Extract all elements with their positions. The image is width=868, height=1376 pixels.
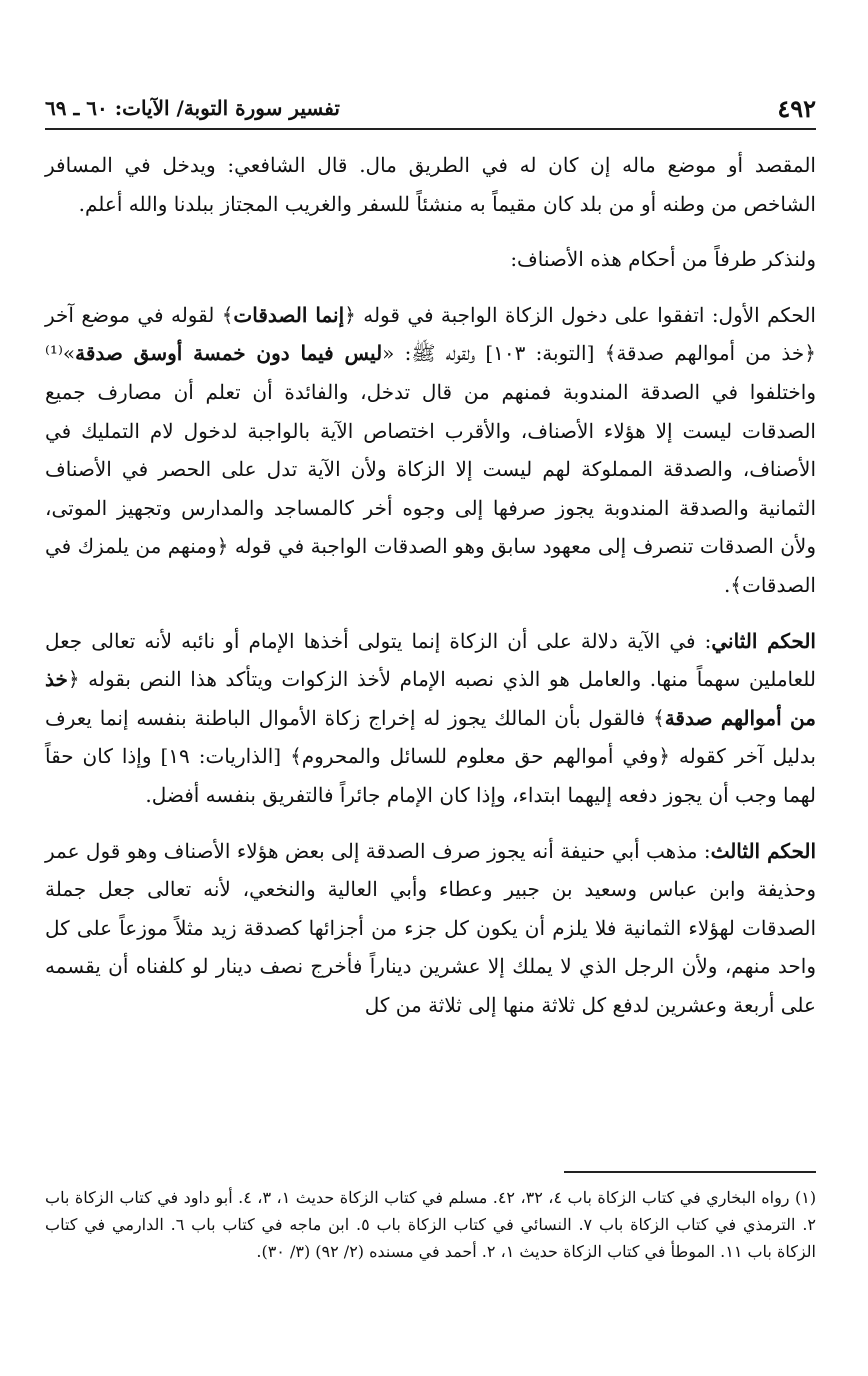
paragraph: المقصد أو موضع ماله إن كان له في الطريق مال. قال الشافعي: ويدخل في المسافر الشاخص من وطنه أو من بلد كان مقيماً به منشئاً للسفر والغريب المجتاز ببلدنا والله أعلم. (45, 153, 816, 216)
section-heading: الحكم الثاني (711, 628, 816, 653)
page-number: ٤٩٢ (777, 93, 816, 123)
running-title: تفسير سورة التوبة/ الآيات: ٦٠ ـ ٦٩ (45, 96, 340, 120)
text-run: : مذهب أبي حنيفة أنه يجوز صرف الصدقة إلى بعض هؤلاء الأصناف وهو قول عمر وحذيفة وابن عباس وسعيد بن جبير وعطاء وأبي العالية والنخعي، لأنه تعالى جعل جملة الصدقات لهؤلاء الثمانية فلا يلزم أن يكون كل جزء من أجزائها كصدقة زيد مثلاً موزعاً على كل واحد منهم، ولأن الرجل الذي لا يملك إلا عشرين ديناراً فأخرج نصف دينار لو كلفناه أن يقسمه على أربعة وعشرين لدفع كل ثلاثة منها إلى ثلاثة من كل (45, 838, 816, 1017)
text-run: ﴾ لقوله في موضع آخر ﴿خذ من أموالهم صدقة﴾ [التوبة: ١٠٣] ولقوله ﷺ: « (45, 302, 816, 366)
section-heading: الحكم الثالث (710, 838, 817, 863)
text-run: »⁽¹⁾ واختلفوا في الصدقة المندوبة فمنهم من قال تدخل، والفائدة أن تعلم أن مصارف جميع الصدقات ليست إلا هؤلاء الأصناف، والأقرب اختصاص الآية بالواجبة لدخول لام التمليك في الأصناف، والصدقة المملوكة لهم ليست إلا الزكاة ولأن الآية تدل على الحصر في الأصناف الثمانية والصدقة المندوبة يجوز صرفها إلى وجوه أخر كالمساجد والمدارس وتجهيز الموتى، ولأن الصدقات تنصرف إلى معهود سابق وهو الصدقات الواجبة في قوله ﴿ومنهم من يلمزك في الصدقات﴾. (45, 341, 816, 597)
paragraph (45, 296, 816, 605)
hadith-quote: ليس فيما دون خمسة أوسق صدقة (75, 341, 383, 366)
text-run: ﴾ فالقول بأن المالك يجوز له إخراج زكاة الأموال الباطنة بنفسه إنما يعرف بدليل آخر كقوله ﴿وفي أموالهم حق معلوم للسائل والمحروم﴾ [الذاريات: ١٩] وإذا كان حقاً لهما وجب أن يجوز دفعه إليهما ابتداء، وإذا كان الإمام جائراً فالتفريق بنفسه أفضل. (45, 705, 816, 807)
footnote-separator (564, 1171, 816, 1173)
quran-quote: إنما الصدقات (233, 302, 345, 327)
paragraph: ولنذكر طرفاً من أحكام هذه الأصناف: (510, 247, 816, 272)
quran-quote: خذ من أموالهم صدقة (45, 667, 816, 730)
text-run: : في الآية دلالة على أن الزكاة إنما يتولى أخذها الإمام أو نائبه لأنه تعالى جعل للعاملين سهماً منها. والعامل هو الذي نصبه الإمام لأخذ الزكوات ويتأكد هذا النص بقوله ﴿ (45, 628, 816, 692)
footnote: (١) رواه البخاري في كتاب الزكاة باب ٤، ٣٢، ٤٢. مسلم في كتاب الزكاة حديث ١، ٣، ٤. أبو داود في كتاب الزكاة باب ٢. الترمذي في كتاب الزكاة باب ٧. النسائي في كتاب الزكاة باب ٥. ابن ماجه في كتاب باب ٦. الدارمي في كتاب الزكاة باب ١١. الموطأ في كتاب الزكاة حديث ١، ٢. أحمد في مسنده (٢/ ٩٢) (٣/ ٣٠). (45, 1188, 817, 1261)
paragraph (45, 622, 816, 815)
text-run: الحكم الأول: اتفقوا على دخول الزكاة الواجبة في قوله ﴿ (344, 302, 816, 327)
main-text (45, 146, 816, 1041)
paragraph (45, 832, 816, 1025)
running-header (45, 88, 816, 130)
